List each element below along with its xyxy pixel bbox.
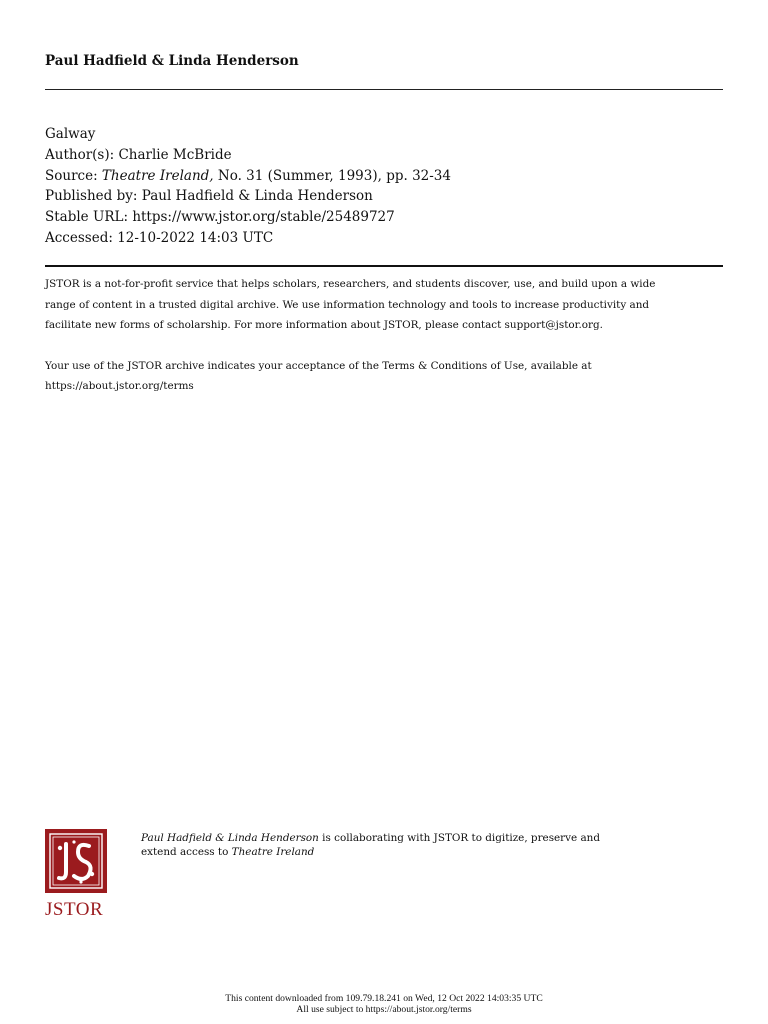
source-details: No. 31 (Summer, 1993), pp. 32-34	[213, 167, 451, 184]
jstor-seal-icon	[45, 829, 107, 893]
collaboration-statement	[141, 832, 671, 859]
terms-link[interactable]: https://about.jstor.org/terms	[45, 380, 194, 392]
authors-label: Author(s):	[45, 146, 119, 163]
collab-publisher: Paul Hadfield & Linda Henderson	[141, 832, 319, 844]
article-title: Galway	[45, 126, 96, 142]
published-by-line	[45, 186, 451, 207]
collab-journal: Theatre Ireland	[231, 845, 315, 858]
collab-text: is collaborating with JSTOR to digitize, preserve and	[318, 832, 601, 844]
footer-download-line: This content downloaded from 109.79.18.241 on Wed, 12 Oct 2022 14:03:35 UTC	[225, 993, 543, 1004]
authors-line	[45, 145, 451, 166]
stable-url-label: Stable URL:	[45, 209, 133, 226]
publisher-header: Paul Hadfield & Linda Henderson	[45, 53, 299, 69]
collab-text-line2: extend access to	[141, 845, 232, 858]
stable-url-link[interactable]: https://www.jstor.org/stable/25489727	[132, 209, 395, 226]
accessed-label: Accessed:	[45, 229, 118, 246]
article-metadata	[45, 124, 451, 249]
notice-paragraph-about	[45, 274, 725, 336]
stable-url-line	[45, 207, 451, 228]
source-label: Source:	[45, 167, 102, 184]
jstor-logo	[45, 829, 107, 921]
notice-paragraph-terms	[45, 356, 725, 397]
footer-terms-line: All use subject to https://about.jstor.org/terms	[296, 1004, 472, 1015]
source-journal: Theatre Ireland,	[101, 167, 214, 184]
jstor-seal-icon-graphic	[48, 832, 104, 890]
notice-line: facilitate new forms of scholarship. For more information about JSTOR, please contact support@jstor.org.	[45, 319, 603, 331]
accessed-line	[45, 228, 451, 249]
notice-line: Your use of the JSTOR archive indicates your acceptance of the Terms & Conditions of Use, available at	[45, 359, 592, 372]
jstor-wordmark: JSTOR	[45, 899, 104, 920]
authors-value: Charlie McBride	[118, 146, 232, 163]
jstor-notice	[45, 274, 725, 397]
published-value: Paul Hadfield & Linda Henderson	[141, 188, 373, 205]
notice-line: JSTOR is a not-for-profit service that helps scholars, researchers, and students discover, use, and build upon a wide	[45, 278, 656, 290]
accessed-value: 12-10-2022 14:03 UTC	[117, 229, 274, 246]
published-label: Published by:	[45, 188, 142, 205]
download-footer	[0, 993, 768, 1015]
notice-divider	[45, 265, 723, 267]
header-divider	[45, 89, 723, 90]
source-line	[45, 166, 451, 187]
notice-line: range of content in a trusted digital archive. We use information technology and tools to increase productivity and	[45, 298, 650, 311]
